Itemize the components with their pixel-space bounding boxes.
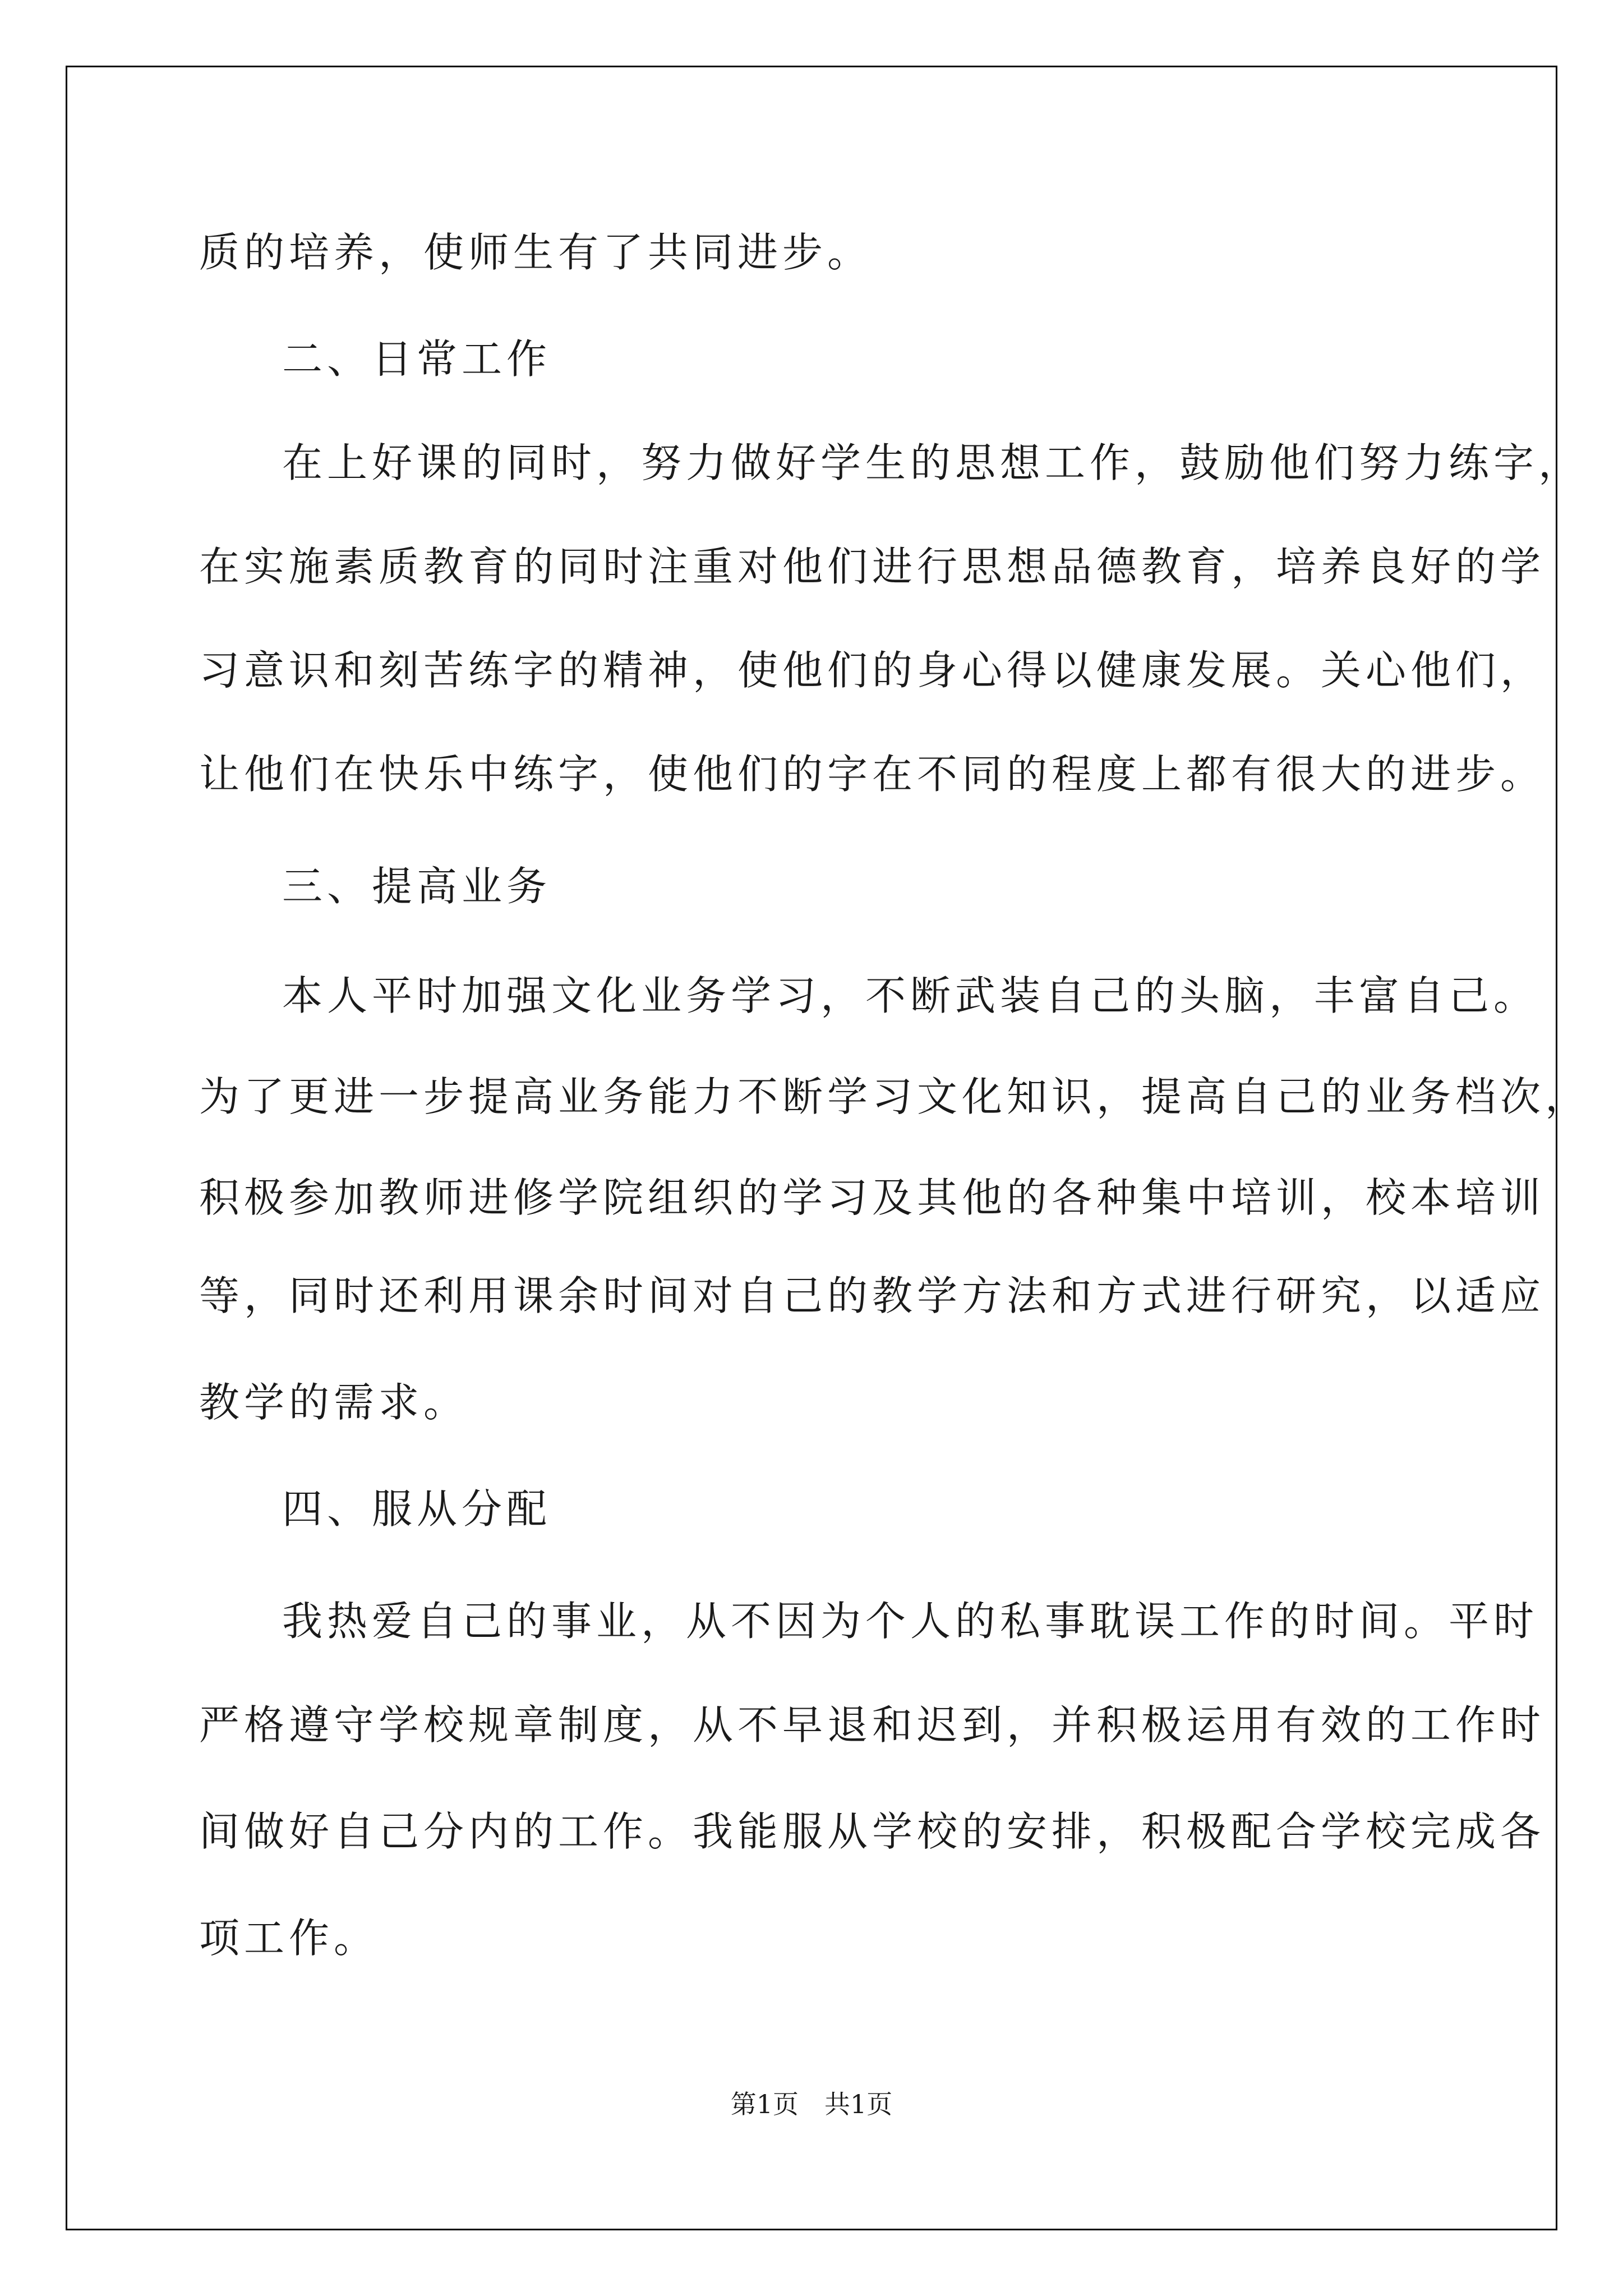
paragraph-line: 为了更进一步提高业务能力不断学习文化知识，提高自己的业务档次， bbox=[199, 1073, 1590, 1120]
paragraph-line: 让他们在快乐中练字，使他们的字在不同的程度上都有很大的进步。 bbox=[199, 751, 1546, 798]
page-number-total: 共1页 bbox=[824, 2089, 893, 2119]
page-border bbox=[66, 66, 1557, 2230]
paragraph-line: 我热爱自己的事业，从不因为个人的私事耽误工作的时间。平时 bbox=[282, 1598, 1539, 1645]
paragraph-line: 严格遵守学校规章制度，从不早退和迟到，并积极运用有效的工作时 bbox=[199, 1701, 1546, 1749]
page-number-current: 第1页 bbox=[730, 2089, 799, 2119]
page-footer bbox=[0, 2084, 1623, 2121]
paragraph-line: 习意识和刻苦练字的精神，使他们的身心得以健康发展。关心他们， bbox=[199, 647, 1546, 694]
paragraph-line: 在实施素质教育的同时注重对他们进行思想品德教育，培养良好的学 bbox=[199, 543, 1546, 590]
paragraph-line: 本人平时加强文化业务学习，不断武装自己的头脑，丰富自己。 bbox=[282, 972, 1539, 1019]
section-heading-obey-assignment: 四、服从分配 bbox=[282, 1485, 552, 1533]
section-heading-daily-work: 二、日常工作 bbox=[282, 335, 552, 383]
section-heading-improve-business: 三、提高业务 bbox=[282, 863, 552, 910]
paragraph-line: 间做好自己分内的工作。我能服从学校的安排，积极配合学校完成各 bbox=[199, 1808, 1546, 1855]
paragraph-line: 项工作。 bbox=[199, 1915, 379, 1962]
paragraph-line: 教学的需求。 bbox=[199, 1379, 469, 1426]
paragraph-line: 质的培养，使师生有了共同进步。 bbox=[199, 229, 873, 276]
paragraph-line: 在上好课的同时，努力做好学生的思想工作，鼓励他们努力练字， bbox=[282, 439, 1584, 486]
paragraph-line: 等，同时还利用课余时间对自己的教学方法和方式进行研究，以适应 bbox=[199, 1272, 1546, 1319]
paragraph-line: 积极参加教师进修学院组织的学习及其他的各种集中培训，校本培训 bbox=[199, 1174, 1546, 1221]
